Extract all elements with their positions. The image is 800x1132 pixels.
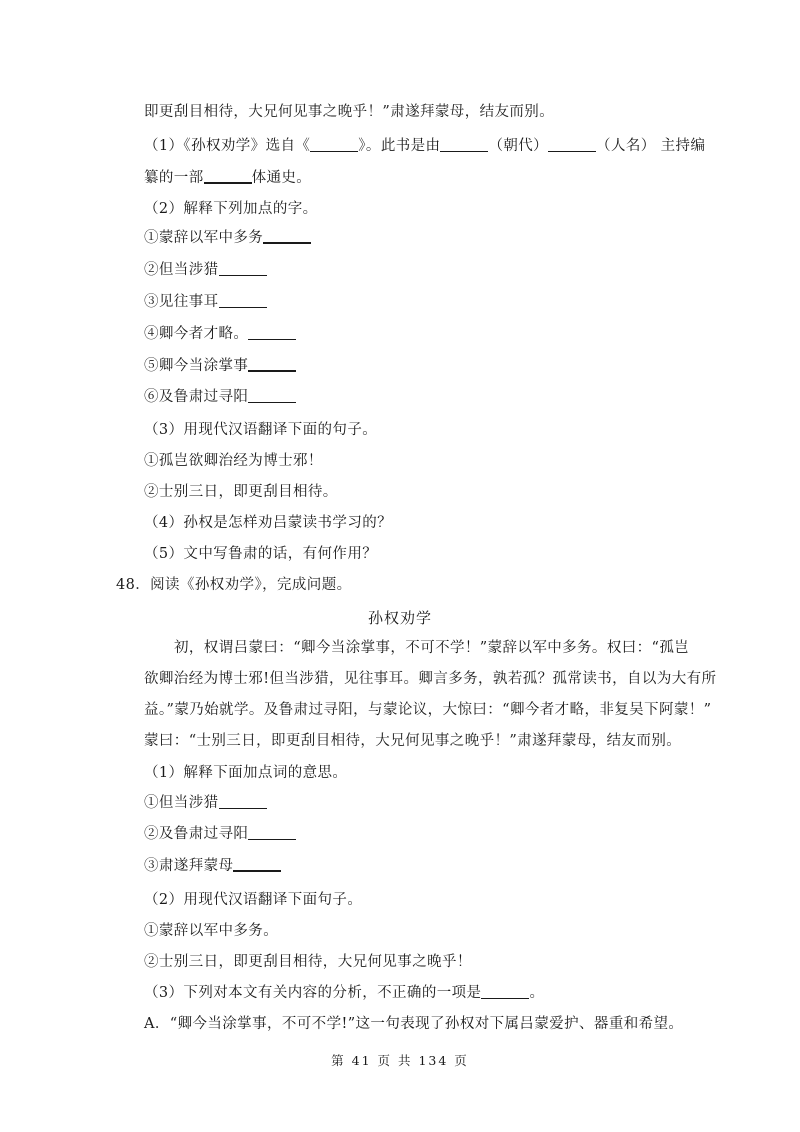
- answer-blank[interactable]: [481, 984, 529, 999]
- item-1: [144, 228, 311, 248]
- answer-blank[interactable]: [440, 137, 488, 152]
- sub-item-1: [144, 793, 267, 813]
- option-a[interactable]: A．“卿今当涂掌事，不可不学!”这一句表现了孙权对下属吕蒙爱护、器重和希望。: [144, 1016, 684, 1032]
- item-3: [144, 292, 267, 312]
- sub-question-3-end: 。: [529, 985, 545, 1001]
- q1-text-c: （朝代）: [488, 138, 549, 154]
- item-4-text: ④卿今者才略。: [144, 326, 249, 342]
- sub-translate-1: ①蒙辞以军中多务。: [144, 923, 279, 939]
- question-4: （4）孙权是怎样劝吕蒙读书学习的？: [144, 515, 393, 531]
- item-5: [144, 356, 296, 376]
- item-3-text: ③见往事耳: [144, 294, 219, 310]
- item-6-text: ⑥及鲁肃过寻阳: [144, 389, 249, 405]
- answer-blank[interactable]: [248, 388, 296, 403]
- sub-item-3: [144, 856, 281, 876]
- q1-text-f: 体通史。: [251, 170, 312, 186]
- answer-blank[interactable]: [248, 325, 296, 340]
- sub-question-3: [144, 983, 544, 1003]
- answer-blank[interactable]: [219, 293, 267, 308]
- question-3-heading: （3）用现代汉语翻译下面的句子。: [144, 422, 378, 438]
- item-4: [144, 324, 296, 344]
- answer-blank[interactable]: [263, 228, 311, 244]
- passage-line-2: 欲卿治经为博士邪!但当涉猎，见往事耳。卿言多务，孰若孤？孤常读书，自以为大有所: [144, 671, 717, 687]
- sub-item-1-text: ①但当涉猎: [144, 795, 219, 811]
- answer-blank[interactable]: [248, 356, 296, 372]
- translate-item-2: ②士别三日，即更刮目相待。: [144, 484, 338, 500]
- answer-blank[interactable]: [204, 168, 252, 184]
- sub-translate-2: ②士别三日，即更刮目相待，大兄何见事之晚乎！: [144, 954, 472, 970]
- question-2-heading: （2）解释下列加点的字。: [144, 201, 318, 217]
- passage-end-line: 即更刮目相待，大兄何见事之晚乎！”肃遂拜蒙母，结友而别。: [144, 104, 555, 120]
- question-1-line: [144, 136, 705, 156]
- sub-item-3-text: ③肃遂拜蒙母: [144, 858, 234, 874]
- answer-blank[interactable]: [219, 794, 267, 809]
- question-1-line-2: [144, 168, 311, 188]
- passage-line-1: 初，权谓吕蒙曰：“卿今当涂掌事，不可不学！”蒙辞以军中多务。权曰：“孤岂: [174, 640, 690, 656]
- question-48-heading: 48．阅读《孙权劝学》，完成问题。: [116, 577, 352, 593]
- answer-blank[interactable]: [219, 261, 267, 276]
- passage-line-4: 蒙曰：“士别三日，即更刮目相待，大兄何见事之晚乎！”肃遂拜蒙母，结友而别。: [144, 733, 682, 749]
- sub-question-3-text: （3）下列对本文有关内容的分析，不正确的一项是: [144, 985, 482, 1001]
- passage-line-3: 益。”蒙乃始就学。及鲁肃过寻阳，与蒙论议，大惊曰：“卿今者才略，非复吴下阿蒙！”: [144, 702, 712, 718]
- passage-title: 孙权劝学: [367, 609, 432, 627]
- question-5: （5）文中写鲁肃的话，有何作用？: [144, 546, 378, 562]
- item-6: [144, 387, 296, 407]
- answer-blank[interactable]: [233, 856, 281, 872]
- q1-text-b: 》。此书是由: [358, 138, 441, 154]
- sub-item-2: [144, 824, 296, 844]
- answer-blank[interactable]: [310, 137, 358, 152]
- sub-question-1-heading: （1）解释下面加点词的意思。: [144, 765, 348, 781]
- item-2-text: ②但当涉猎: [144, 262, 219, 278]
- translate-item-1: ①孤岂欲卿治经为博士邪！: [144, 453, 323, 469]
- item-5-text: ⑤卿今当涂掌事: [144, 358, 249, 374]
- page-footer: 第 41 页 共 134 页: [331, 1053, 469, 1068]
- sub-question-2-heading: （2）用现代汉语翻译下面句子。: [144, 892, 363, 908]
- item-2: [144, 260, 267, 280]
- sub-item-2-text: ②及鲁肃过寻阳: [144, 826, 249, 842]
- answer-blank[interactable]: [248, 825, 296, 840]
- item-1-text: ①蒙辞以军中多务: [144, 230, 264, 246]
- answer-blank[interactable]: [548, 137, 596, 152]
- q1-text-d: （人名） 主持编: [596, 138, 706, 154]
- q1-text-a: （1）《孙权劝学》选自《: [144, 138, 311, 154]
- q1-text-e: 纂的一部: [144, 170, 204, 186]
